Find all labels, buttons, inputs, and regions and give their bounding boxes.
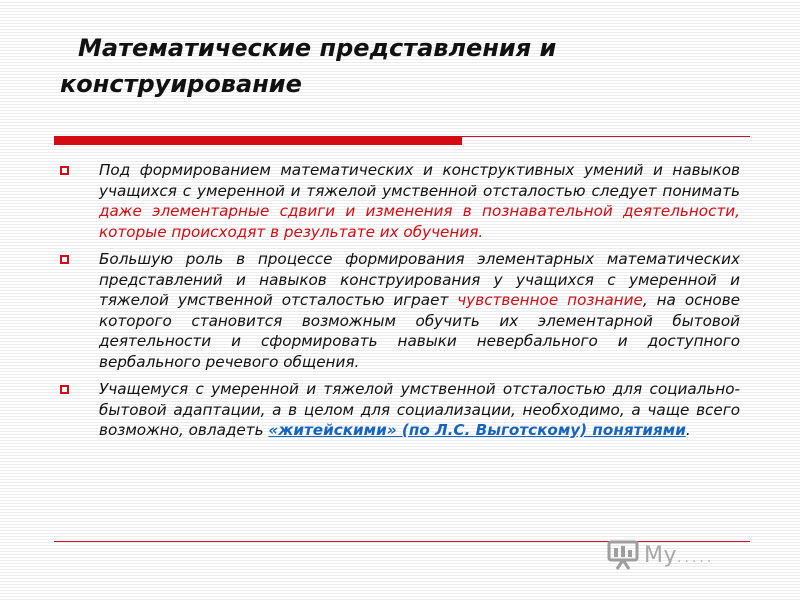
bullet-item-2 [60, 249, 740, 372]
vygotsky-concepts-link[interactable]: «житейскими» (по Л.С. Выготскому) понятиями [268, 421, 686, 439]
slide-title-line-1: Математические представления и [78, 34, 557, 62]
logo-text [644, 543, 714, 568]
bullet-2-text: Большую роль в процессе формирования элементарных математических представлений и навыков конструирования у учащихся с умеренной и тяжелой умственной отсталостью играет [99, 250, 740, 309]
slide-title-line-2: конструирование [60, 70, 302, 98]
bullet-item-3 [60, 379, 740, 441]
site-logo [606, 538, 766, 572]
hollow-square-bullet-icon [60, 255, 69, 264]
logo-text-main: My [644, 542, 678, 568]
bullet-item-1 [60, 160, 740, 242]
bullet-1-text: Под формированием математических и конструктивных умений и навыков учащихся с умеренной и тяжелой умственной отсталостью следует понимать [99, 161, 740, 200]
bullet-3-text-after: . [685, 421, 691, 439]
hollow-square-bullet-icon [60, 166, 69, 175]
presentation-board-icon [606, 540, 640, 570]
bullet-1-highlight: даже элементарные сдвиги и изменения в познавательной деятельности, которые происходят в результате их обучения. [99, 202, 740, 241]
bullet-2-highlight: чувственное познание [457, 291, 643, 309]
bullet-3-text: Учащемуся с умеренной и тяжелой умственной отсталостью для социально-бытовой адаптации, а в целом для социализации, необходимо, а чаще всего возможно, овладеть [99, 380, 740, 439]
bullet-list [60, 160, 740, 448]
hollow-square-bullet-icon [60, 385, 69, 394]
logo-text-dots: ..... [677, 549, 715, 566]
title-divider-thick [54, 136, 462, 145]
bullet-2-text-after: , на основе которого становится возможным обучить их элементарной бытовой деятельности и сформировать навыки невербального и доступного вербального речевого общения. [99, 291, 740, 371]
slide-title [60, 30, 760, 102]
